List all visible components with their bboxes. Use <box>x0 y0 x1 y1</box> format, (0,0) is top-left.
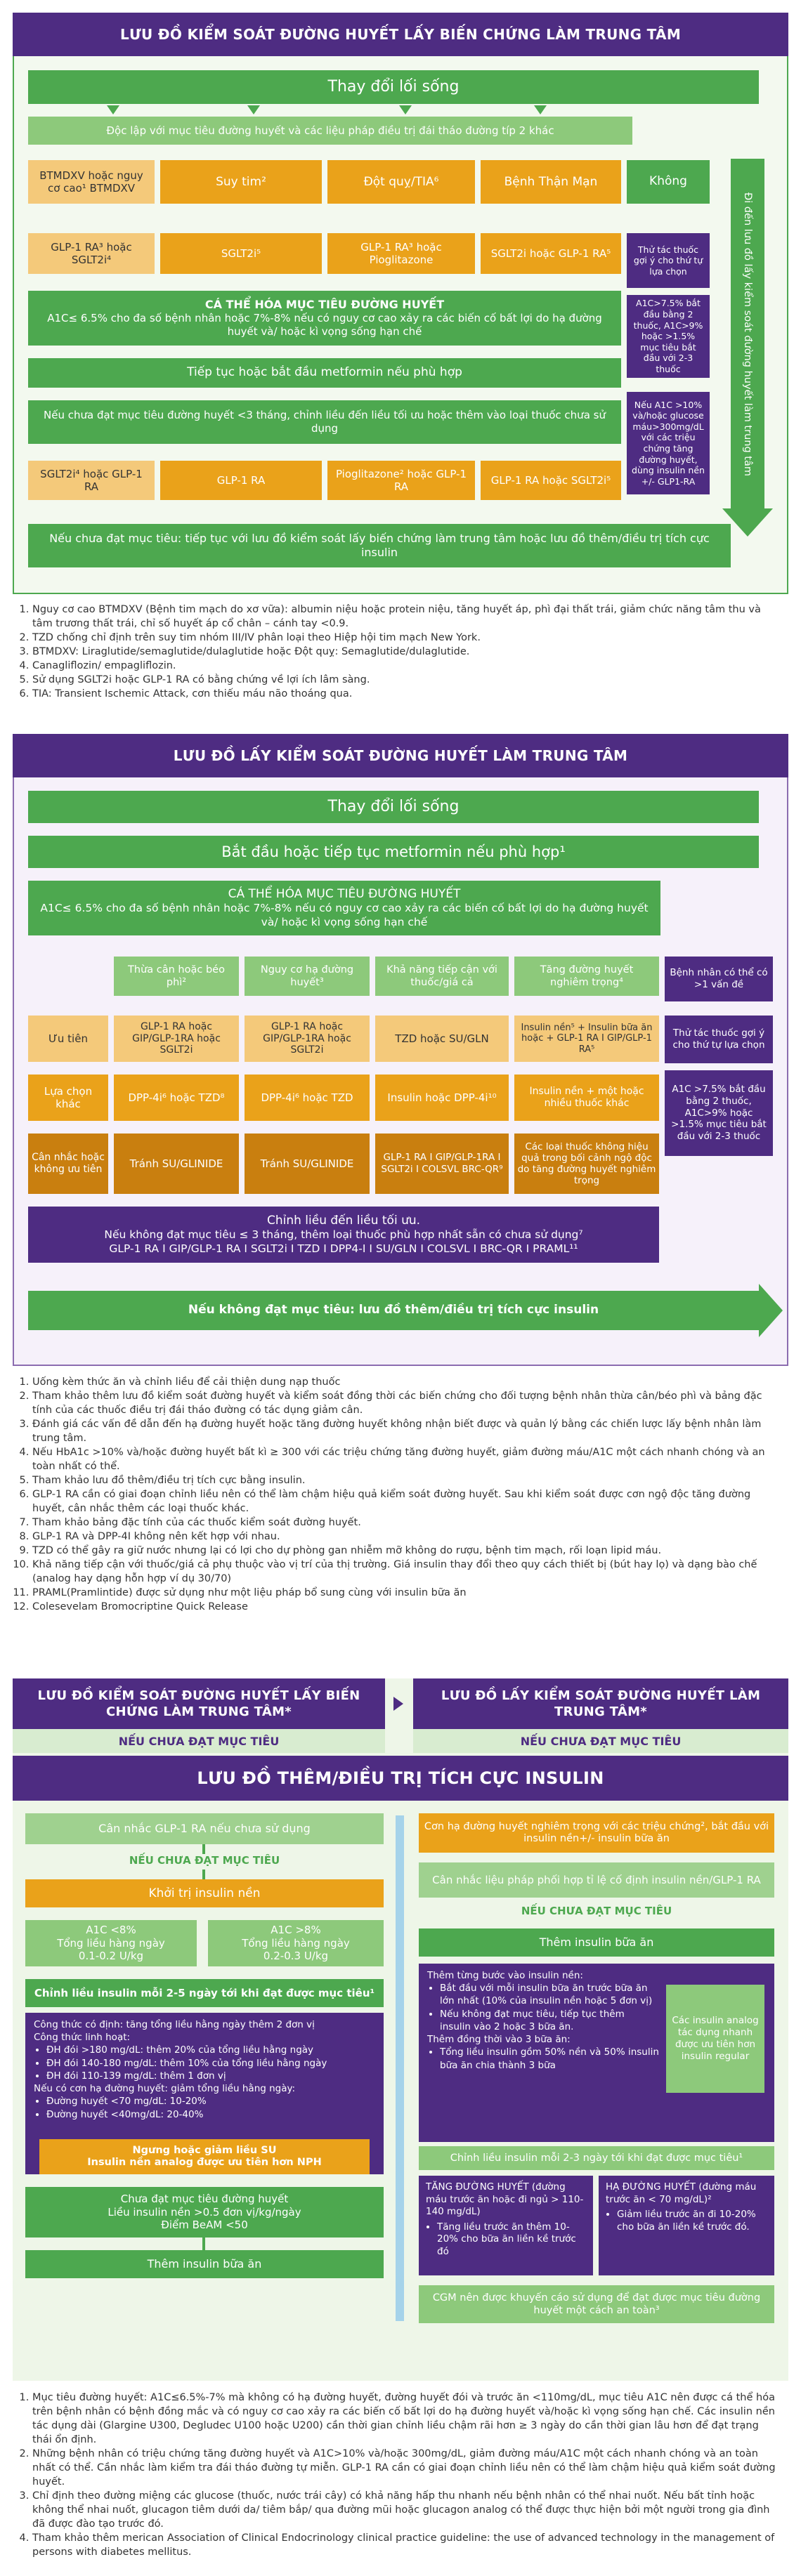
s1-cat-ascvd: BTMDXV hoặc nguy cơ cao¹ BTMDXV <box>28 160 155 204</box>
s3-add-meal: Thêm insulin bữa ăn <box>25 2250 384 2278</box>
s3-basal: Khởi trị insulin nền <box>25 1879 384 1907</box>
s3-formula-item: • ĐH đói >180 mg/dL: thêm 20% của tổng liều hằng ngày <box>46 2044 375 2056</box>
s1-note: 3. BTMDXV: Liraglutide/semaglutide/dulaglutide hoặc Đột quỵ: Semaglutide/dulaglutide. <box>32 645 781 659</box>
s1-vertical-text: Đi đến lưu đồ lấy kiểm soát đường huyết làm trung tâm <box>742 192 754 476</box>
s2-try-box: Thử tác thuốc gợi ý cho thứ tự lựa chọn <box>665 1016 773 1063</box>
arrow-down-icon <box>534 105 547 114</box>
s3-stop-su: Ngưng hoặc giảm liều SU Insulin nền analog được ưu tiên hơn NPH <box>39 2139 370 2174</box>
s2-cat-multi: Bệnh nhân có thể có >1 vấn đề <box>665 957 773 1001</box>
s2-note: 6. GLP-1 RA cần có giai đoạn chỉnh liều nên có thể làm chậm hiệu quả kiểm soát đường huyết. Sau khi kiểm soát được cơn ngộ độc tăng đường huyết, cân nhắc thêm các loại thuốc khác. <box>32 1487 781 1516</box>
arrow-right-icon <box>759 1284 783 1337</box>
s2-r3-2: Tránh SU/GLINIDE <box>245 1133 370 1194</box>
s2-metformin: Bắt đầu hoặc tiếp tục metformin nếu phù hợp¹ <box>28 836 759 868</box>
s3-not-reached-right: NẾU CHƯA ĐẠT MỤC TIÊU <box>413 1729 788 1753</box>
s1-note: 1. Nguy cơ cao BTMDXV (Bệnh tim mạch do xơ vữa): albumin niệu hoặc protein niệu, tăng huyết áp, phì đại thất trái, giảm chức năng tâm thu và tâm trương thất trái, chỉ số huyết áp cổ chân – cánh tay <0.9. <box>32 603 781 631</box>
s3-hypo-item: • Đường huyết <70 mg/dL: 10-20% <box>46 2095 375 2108</box>
s2-final: Nếu không đạt mục tiêu: lưu đồ thêm/điều trị tích cực insulin <box>28 1291 759 1330</box>
s2-cat-cost: Khả năng tiếp cận với thuốc/giá cả <box>375 957 509 996</box>
s3-hyper-item: • Tăng liều trước ăn thêm 10-20% cho bữa ăn liền kề trước đó <box>437 2221 586 2259</box>
s3-title: LƯU ĐỒ THÊM/ĐIỀU TRỊ TÍCH CỰC INSULIN <box>13 1756 788 1801</box>
s2-r3-1: Tránh SU/GLINIDE <box>114 1133 239 1194</box>
s1-notes <box>15 603 781 701</box>
s2-note: 4. Nếu HbA1c >10% và/hoặc đường huyết bất kì ≥ 300 với các triệu chứng tăng đường huyết, giảm đường máu/A1C một cách nhanh chóng và an toàn nhất có thể. <box>32 1445 781 1473</box>
s2-note: 5. Tham khảo lưu đồ thêm/điều trị tích cực bằng insulin. <box>32 1473 781 1487</box>
s1-r3-3: Pioglitazone² hoặc GLP-1 RA <box>327 461 475 500</box>
s1-r3-2: GLP-1 RA <box>160 461 322 500</box>
s2-cat-hypo: Nguy cơ hạ đường huyết³ <box>245 957 370 996</box>
s3-not-reached2: NẾU CHƯA ĐẠT MỤC TIÊU <box>129 1854 280 1867</box>
s1-r2-stroke: GLP-1 RA³ hoặc Pioglitazone <box>327 233 475 274</box>
s2-notes <box>15 1375 781 1614</box>
section1-title: LƯU ĐỒ KIỂM SOÁT ĐƯỜNG HUYẾT LẤY BIẾN CHỨNG LÀM TRUNG TÂM <box>13 13 788 56</box>
s2-lifestyle: Thay đổi lối sống <box>28 791 759 823</box>
s2-cat-obese: Thừa cân hoặc béo phì² <box>114 957 239 996</box>
s3-not-reached3: NẾU CHƯA ĐẠT MỤC TIÊU <box>521 1905 672 1917</box>
s3-not-target: Chưa đạt mục tiêu đường huyết Liều insulin nền >0.5 đơn vị/kg/ngày Điểm BeAM <50 <box>25 2187 384 2237</box>
s2-note: 10. Khả năng tiếp cận với thuốc/giá cả phụ thuộc vào vị trí của thị trường. Giá insulin thay đổi theo quy cách thiết bị (bút hay lọ) và dạng bào chế (analog hay dạng hỗn hợp ví dụ 30/70) <box>32 1558 781 1586</box>
s3-hypo2-box <box>599 2176 774 2275</box>
s2-r1-2: GLP-1 RA hoặc GIP/GLP-1RA hoặc SGLT2i <box>245 1016 370 1062</box>
s3-note: 4. Tham khảo thêm merican Association of Clinical Endocrinology clinical practice guideline: the use of advanced technology in the management of persons with diabetes mellitus. <box>32 2531 781 2559</box>
s2-r3-4: Các loại thuốc không hiệu quả trong bối cảnh ngộ độc do tăng đường huyết nghiêm trọng <box>514 1133 659 1194</box>
s1-cat-heart-failure: Suy tim² <box>160 160 322 204</box>
s2-individual-body: A1C≤ 6.5% cho đa số bệnh nhân hoặc 7%-8% nếu có nguy cơ cao xảy ra các biến cố bất lợi do hạ đường huyết và/ hoặc kì vọng sống hạn chế <box>40 902 649 928</box>
s1-a1c-box: A1C>7.5% bắt đầu bằng 2 thuốc, A1C>9% hoặc >1.5% mục tiêu bắt đầu với 2-3 thuốc <box>627 295 710 378</box>
s1-individual-title: CÁ THỂ HÓA MỤC TIÊU ĐƯỜNG HUYẾT <box>204 298 445 312</box>
s2-note: 12. Colesevelam Bromocriptine Quick Release <box>32 1600 781 1614</box>
s1-notreach: Nếu chưa đạt mục tiêu đường huyết <3 tháng, chỉnh liều đến liều tối ưu hoặc thêm vào loại thuốc chưa sử dụng <box>28 400 621 444</box>
s3-tab-right: LƯU ĐỒ LẤY KIỂM SOÁT ĐƯỜNG HUYẾT LÀM TRUNG TÂM* <box>413 1678 788 1729</box>
s3-titrate2: Chỉnh liều insulin mỗi 2-3 ngày tới khi đạt được mục tiêu¹ <box>419 2146 774 2170</box>
s2-titrate <box>28 1207 659 1263</box>
s3-hypo-item: • Đường huyết <40mg/dL: 20-40% <box>46 2108 375 2121</box>
s1-individual-body: A1C≤ 6.5% cho đa số bệnh nhân hoặc 7%-8% nếu có nguy cơ cao xảy ra các biến cố bất lợi do hạ đường huyết và/ hoặc kì vọng sống hạn chế <box>47 312 602 338</box>
section2-title: LƯU ĐỒ LẤY KIỂM SOÁT ĐƯỜNG HUYẾT LÀM TRUNG TÂM <box>13 734 788 777</box>
s3-glp1: Cân nhắc GLP-1 RA nếu chưa sử dụng <box>25 1813 384 1844</box>
s1-independent: Độc lập với mục tiêu đường huyết và các liệu pháp điều trị đái tháo đường típ 2 khác <box>28 117 632 145</box>
s2-individual-title: CÁ THỂ HÓA MỤC TIÊU ĐƯỜNG HUYẾT <box>228 887 461 901</box>
s1-note: 5. Sử dụng SGLT2i hoặc GLP-1 RA có bằng chứng về lợi ích lâm sàng. <box>32 673 781 687</box>
s3-add-meal2: Thêm insulin bữa ăn <box>419 1928 774 1957</box>
s1-metformin: Tiếp tục hoặc bắt đầu metformin nếu phù hợp <box>28 358 621 388</box>
s3-formula-item: • ĐH đói 110-139 mg/dL: thêm 1 đơn vị <box>46 2070 375 2082</box>
s3-severe: Cơn hạ đường huyết nghiêm trọng với các triệu chứng², bắt đầu với insulin nền+/- insulin bữa ăn <box>419 1813 774 1853</box>
s1-r2-try: Thử tác thuốc gợi ý cho thứ tự lựa chọn <box>627 233 710 288</box>
s1-cat-none: Không <box>627 160 710 204</box>
s2-note: 1. Uống kèm thức ăn và chỉnh liều để cải thiện dung nạp thuốc <box>32 1375 781 1389</box>
s1-individualize <box>28 291 621 346</box>
s2-label-other: Lựa chọn khác <box>28 1075 108 1121</box>
arrow-down-icon <box>107 105 119 114</box>
s1-note: 6. TIA: Transient Ischemic Attack, cơn thiếu máu não thoáng qua. <box>32 687 781 701</box>
s3-step-head: Thêm từng bước vào insulin nền: <box>427 1970 583 1981</box>
s1-r2-hf: SGLT2i⁵ <box>160 233 322 274</box>
s3-note: 1. Mục tiêu đường huyết: A1C≤6.5%-7% mà không có hạ đường huyết, đường huyết đói và trước ăn <110mg/dL, mục tiêu A1C nên được cá thể hóa trên bệnh nhân có bệnh đồng mắc và có nguy cơ cao xảy ra các biến cố bất lợi do hạ đường huyết và/hoặc kì vọng sống hạn chế. Các insulin nền tác dụng dài (Glargine U300, Degludec U100 hoặc U200) cần thời gian chỉnh liều chậm rãi hơn ≥ 3 ngày do cần thời gian lâu hơn để đạt trạng thái ổn định. <box>32 2391 781 2447</box>
s3-titrate: Chỉnh liều insulin mỗi 2-5 ngày tới khi đạt được mục tiêu¹ <box>25 1979 384 2007</box>
arrow-down-icon <box>722 508 773 537</box>
s3-hyper-head: TĂNG ĐƯỜNG HUYẾT (đường máu trước ăn hoặc đi ngủ > 110-140 mg/dL) <box>426 2181 584 2218</box>
s3-not-reached-left: NẾU CHƯA ĐẠT MỤC TIÊU <box>13 1729 385 1753</box>
s2-a1c-box: A1C >7.5% bắt đầu bằng 2 thuốc, A1C>9% hoặc >1.5% mục tiêu bắt đầu với 2-3 thuốc <box>665 1070 773 1156</box>
s2-note: 8. GLP-1 RA và DPP-4I không nên kết hợp với nhau. <box>32 1530 781 1544</box>
s2-note: 11. PRAML(Pramlintide) được sử dụng như một liệu pháp bổ sung cùng với insulin bữa ăn <box>32 1586 781 1600</box>
s3-a1c-low: A1C <8% Tổng liều hàng ngày 0.1-0.2 U/kg <box>25 1920 197 1966</box>
s2-titrate-body: Nếu không đạt mục tiêu ≤ 3 tháng, thêm loại thuốc phù hợp nhất sẵn có chưa sử dụng⁷ <box>104 1228 583 1242</box>
arrow-down-icon <box>247 105 260 114</box>
s2-note: 9. TZD có thể gây ra giữ nước nhưng lại có lợi cho dự phòng gan nhiễm mỡ không do rượu, bệnh tim mạch, rối loạn lipid máu. <box>32 1544 781 1558</box>
s2-individualize <box>28 881 660 935</box>
s1-r3-1: SGLT2i⁴ hoặc GLP-1 RA <box>28 461 155 500</box>
s2-note: 2. Tham khảo thêm lưu đồ kiểm soát đường huyết và kiểm soát đồng thời các biến chứng cho đối tượng bệnh nhân thừa cân/béo phì và bảng đặc tính của các thuốc điều trị đái tháo đường có tác dụng giảm cân. <box>32 1389 781 1417</box>
s3-hypo-head: Nếu có cơn hạ đường huyết: giảm tổng liều hằng ngày: <box>34 2083 296 2095</box>
s1-final: Nếu chưa đạt mục tiêu: tiếp tục với lưu đồ kiểm soát lấy biến chứng làm trung tâm hoặc lưu đồ thêm/điều trị tích cực insulin <box>28 524 731 567</box>
s2-r1-4: Insulin nền⁵ + Insulin bữa ăn hoặc + GLP-1 RA I GIP/GLP-1 RA⁵ <box>514 1016 659 1062</box>
s2-r3-3: GLP-1 RA I GIP/GLP-1RA I SGLT2i I COLSVL BRC-QR⁹ <box>375 1133 509 1194</box>
s3-notes <box>15 2391 781 2559</box>
s3-three-item: • Tổng liều insulin gồm 50% nền và 50% insulin bữa ăn chia thành 3 bữa <box>440 2046 672 2071</box>
s1-r2-ascvd: GLP-1 RA³ hoặc SGLT2i⁴ <box>28 233 155 274</box>
s2-note: 3. Đánh giá các vấn đề dẫn đến hạ đường huyết hoặc tăng đường huyết không nhận biết được và quản lý bằng các chiến lược lấy bệnh nhân làm trung tâm. <box>32 1417 781 1445</box>
s1-cat-stroke: Đột quỵ/TIA⁶ <box>327 160 475 204</box>
s3-hyper-box <box>419 2176 593 2275</box>
s2-cat-severe: Tăng đường huyết nghiêm trọng⁴ <box>514 957 659 996</box>
s1-a1c10-box: Nếu A1C >10% và/hoặc glucose máu>300mg/dL với các triệu chứng tăng đường huyết, dùng insulin nền +/- GLP1-RA <box>627 392 710 494</box>
s2-titrate-title: Chỉnh liều đến liều tối ưu. <box>266 1214 421 1228</box>
s2-r2-3: Insulin hoặc DPP-4i¹⁰ <box>375 1075 509 1121</box>
s3-hypo2-head: HẠ ĐƯỜNG HUYẾT (đường máu trước ăn < 70 mg/dL)² <box>606 2181 757 2205</box>
arrow-down-icon <box>399 105 412 114</box>
s3-formula-item: • ĐH đói 140-180 mg/dL: thêm 10% của tổng liều hằng ngày <box>46 2057 375 2070</box>
s2-titrate-drugs: GLP-1 RA I GIP/GLP-1 RA I SGLT2i I TZD I DPP4-I I SU/GLN I COLSVL I BRC-QR I PRAML¹¹ <box>109 1242 578 1255</box>
s2-r2-4: Insulin nền + một hoặc nhiều thuốc khác <box>514 1075 659 1121</box>
s3-three-head: Thêm đồng thời vào 3 bữa ăn: <box>427 2034 571 2046</box>
s2-note: 7. Tham khảo bảng đặc tính của các thuốc kiểm soát đường huyết. <box>32 1516 781 1530</box>
s2-label-priority: Ưu tiên <box>28 1016 108 1062</box>
s3-step-item: • Bắt đầu với mỗi insulin bữa ăn trước bữa ăn lớn nhất (10% của insulin nền hoặc 5 đơn vị) <box>440 1982 658 2007</box>
s1-note: 2. TZD chống chỉ định trên suy tim nhóm III/IV phân loại theo Hiệp hội tim mạch New York. <box>32 631 781 645</box>
s3-note: 3. Chỉ định theo đường miệng các glucose (thuốc, nước trái cây) có khả năng hấp thu nhanh nếu bệnh nhân có thể nhai nuốt. Nếu bất tỉnh hoặc không thể nhai nuốt, glucagon tiêm dưới da/ tiêm bắp/ qua đường mũi hoặc glucagon analog có thể được thực hiện bởi một người trong gia đình đã được đào tạo trước đó. <box>32 2489 781 2531</box>
s3-a1c-high: A1C >8% Tổng liều hàng ngày 0.2-0.3 U/kg <box>208 1920 384 1966</box>
s3-connector <box>396 1815 404 2321</box>
s3-formula-head: Công thức có định: tăng tổng liều hằng ngày thêm 2 đơn vị Công thức linh hoạt: <box>34 2019 315 2044</box>
s3-tab-left: LƯU ĐỒ KIỂM SOÁT ĐƯỜNG HUYẾT LẤY BIẾN CHỨNG LÀM TRUNG TÂM* <box>13 1678 385 1729</box>
s3-step-item: • Nếu không đạt mục tiêu, tiếp tục thêm insulin vào 2 hoặc 3 bữa ăn. <box>440 2008 658 2033</box>
s1-note: 4. Canagliflozin/ empagliflozin. <box>32 659 781 673</box>
arrow-right-icon <box>393 1697 403 1711</box>
s1-r2-ckd: SGLT2i hoặc GLP-1 RA⁵ <box>481 233 621 274</box>
s2-r1-1: GLP-1 RA hoặc GIP/GLP-1RA hoặc SGLT2i <box>114 1016 239 1062</box>
s3-consider: Cân nhắc liệu pháp phối hợp tỉ lệ cố định insulin nền/GLP-1 RA <box>419 1862 774 1898</box>
s2-r2-1: DPP-4i⁶ hoặc TZD⁸ <box>114 1075 239 1121</box>
s3-analog: Các insulin analog tác dụng nhanh được ưu tiên hơn insulin regular <box>666 1985 764 2093</box>
s2-label-avoid: Cân nhắc hoặc không ưu tiên <box>28 1133 108 1194</box>
s1-r3-4: GLP-1 RA hoặc SGLT2i⁵ <box>481 461 621 500</box>
s3-note: 2. Những bệnh nhân có triệu chứng tăng đường huyết và A1C>10% và/hoặc 300mg/dL, giảm đường máu/A1C một cách nhanh chóng và an toàn nhất có thể. Cần nhắc làm kiểm tra đái tháo đường tự miễn. GLP-1 RA cần có giai đoạn chỉnh liều nên có thể làm chậm hiệu quả kiểm soát đường huyết. <box>32 2447 781 2489</box>
s1-cat-ckd: Bệnh Thận Mạn <box>481 160 621 204</box>
s1-lifestyle: Thay đổi lối sống <box>28 70 759 104</box>
s2-r2-2: DPP-4i⁶ hoặc TZD <box>245 1075 370 1121</box>
s3-hypo2-item: • Giảm liều trước ăn đi 10-20% cho bữa ăn liền kề trước đó. <box>617 2209 767 2233</box>
s2-r1-3: TZD hoặc SU/GLN <box>375 1016 509 1062</box>
s3-cgm: CGM nên được khuyến cáo sử dụng để đạt được mục tiêu đường huyết một cách an toàn³ <box>419 2285 774 2323</box>
